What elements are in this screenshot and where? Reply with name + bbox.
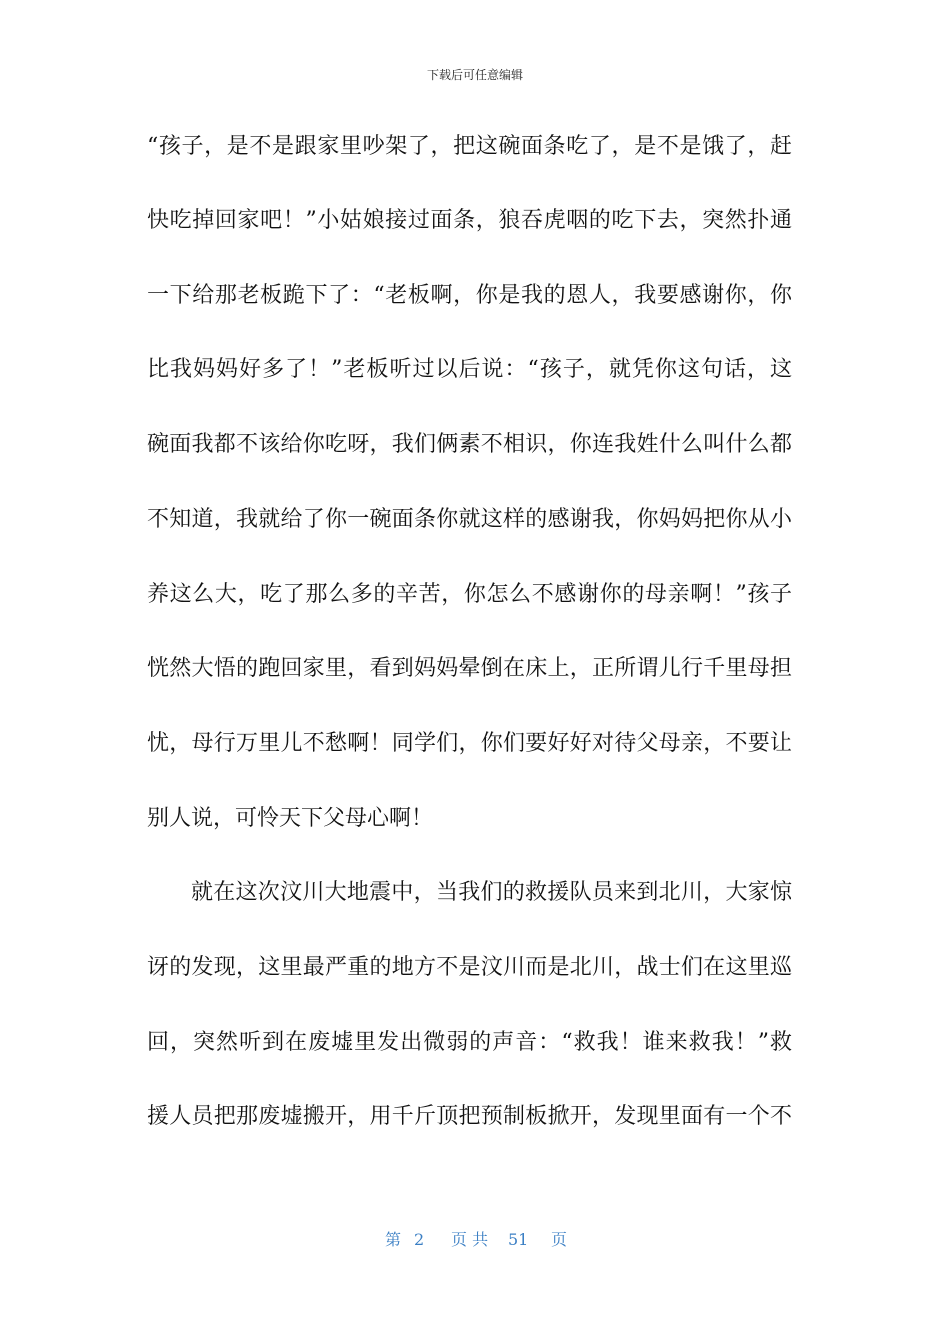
text-line: 就在这次汶川大地震中，当我们的救援队员来到北川，大家惊 [191, 880, 792, 905]
text-line: 援人员把那废墟搬开，用千斤顶把预制板掀开，发现里面有一个不 [147, 1104, 792, 1129]
text-line: 碗面我都不该给你吃呀，我们俩素不相识，你连我姓什么叫什么都 [147, 432, 792, 457]
text-line: 不知道，我就给了你一碗面条你就这样的感谢我，你妈妈把你从小 [147, 507, 792, 532]
text-line: 恍然大悟的跑回家里，看到妈妈晕倒在床上，正所谓儿行千里母担 [147, 656, 792, 681]
text-line: 快吃掉回家吧！”小姑娘接过面条，狼吞虎咽的吃下去，突然扑通 [147, 208, 792, 233]
footer-total-pages: 51 [508, 1230, 529, 1249]
footer-label-end: 页 [551, 1230, 568, 1249]
page-footer [0, 1228, 950, 1252]
footer-label-page: 第 [385, 1230, 402, 1249]
page-header: 下载后可任意编辑 [426, 68, 523, 82]
text-line: 忧，母行万里儿不愁啊！同学们，你们要好好对待父母亲，不要让 [147, 731, 792, 756]
text-line: 一下给那老板跪下了：“老板啊，你是我的恩人，我要感谢你，你 [147, 283, 792, 308]
text-line: 回，突然听到在废墟里发出微弱的声音：“救我！谁来救我！”救 [147, 1030, 792, 1055]
footer-current-page: 2 [414, 1230, 425, 1249]
text-line: 别人说，可怜天下父母心啊！ [147, 806, 434, 831]
text-line: 比我妈妈好多了！”老板听过以后说：“孩子，就凭你这句话，这 [147, 357, 792, 382]
text-line: 讶的发现，这里最严重的地方不是汶川而是北川，战士们在这里巡 [147, 955, 792, 980]
text-line: 养这么大，吃了那么多的辛苦，你怎么不感谢你的母亲啊！”孩子 [147, 582, 792, 607]
text-line: “孩子，是不是跟家里吵架了，把这碗面条吃了，是不是饿了，赶 [147, 134, 792, 159]
footer-label-of: 页 共 [451, 1230, 489, 1249]
